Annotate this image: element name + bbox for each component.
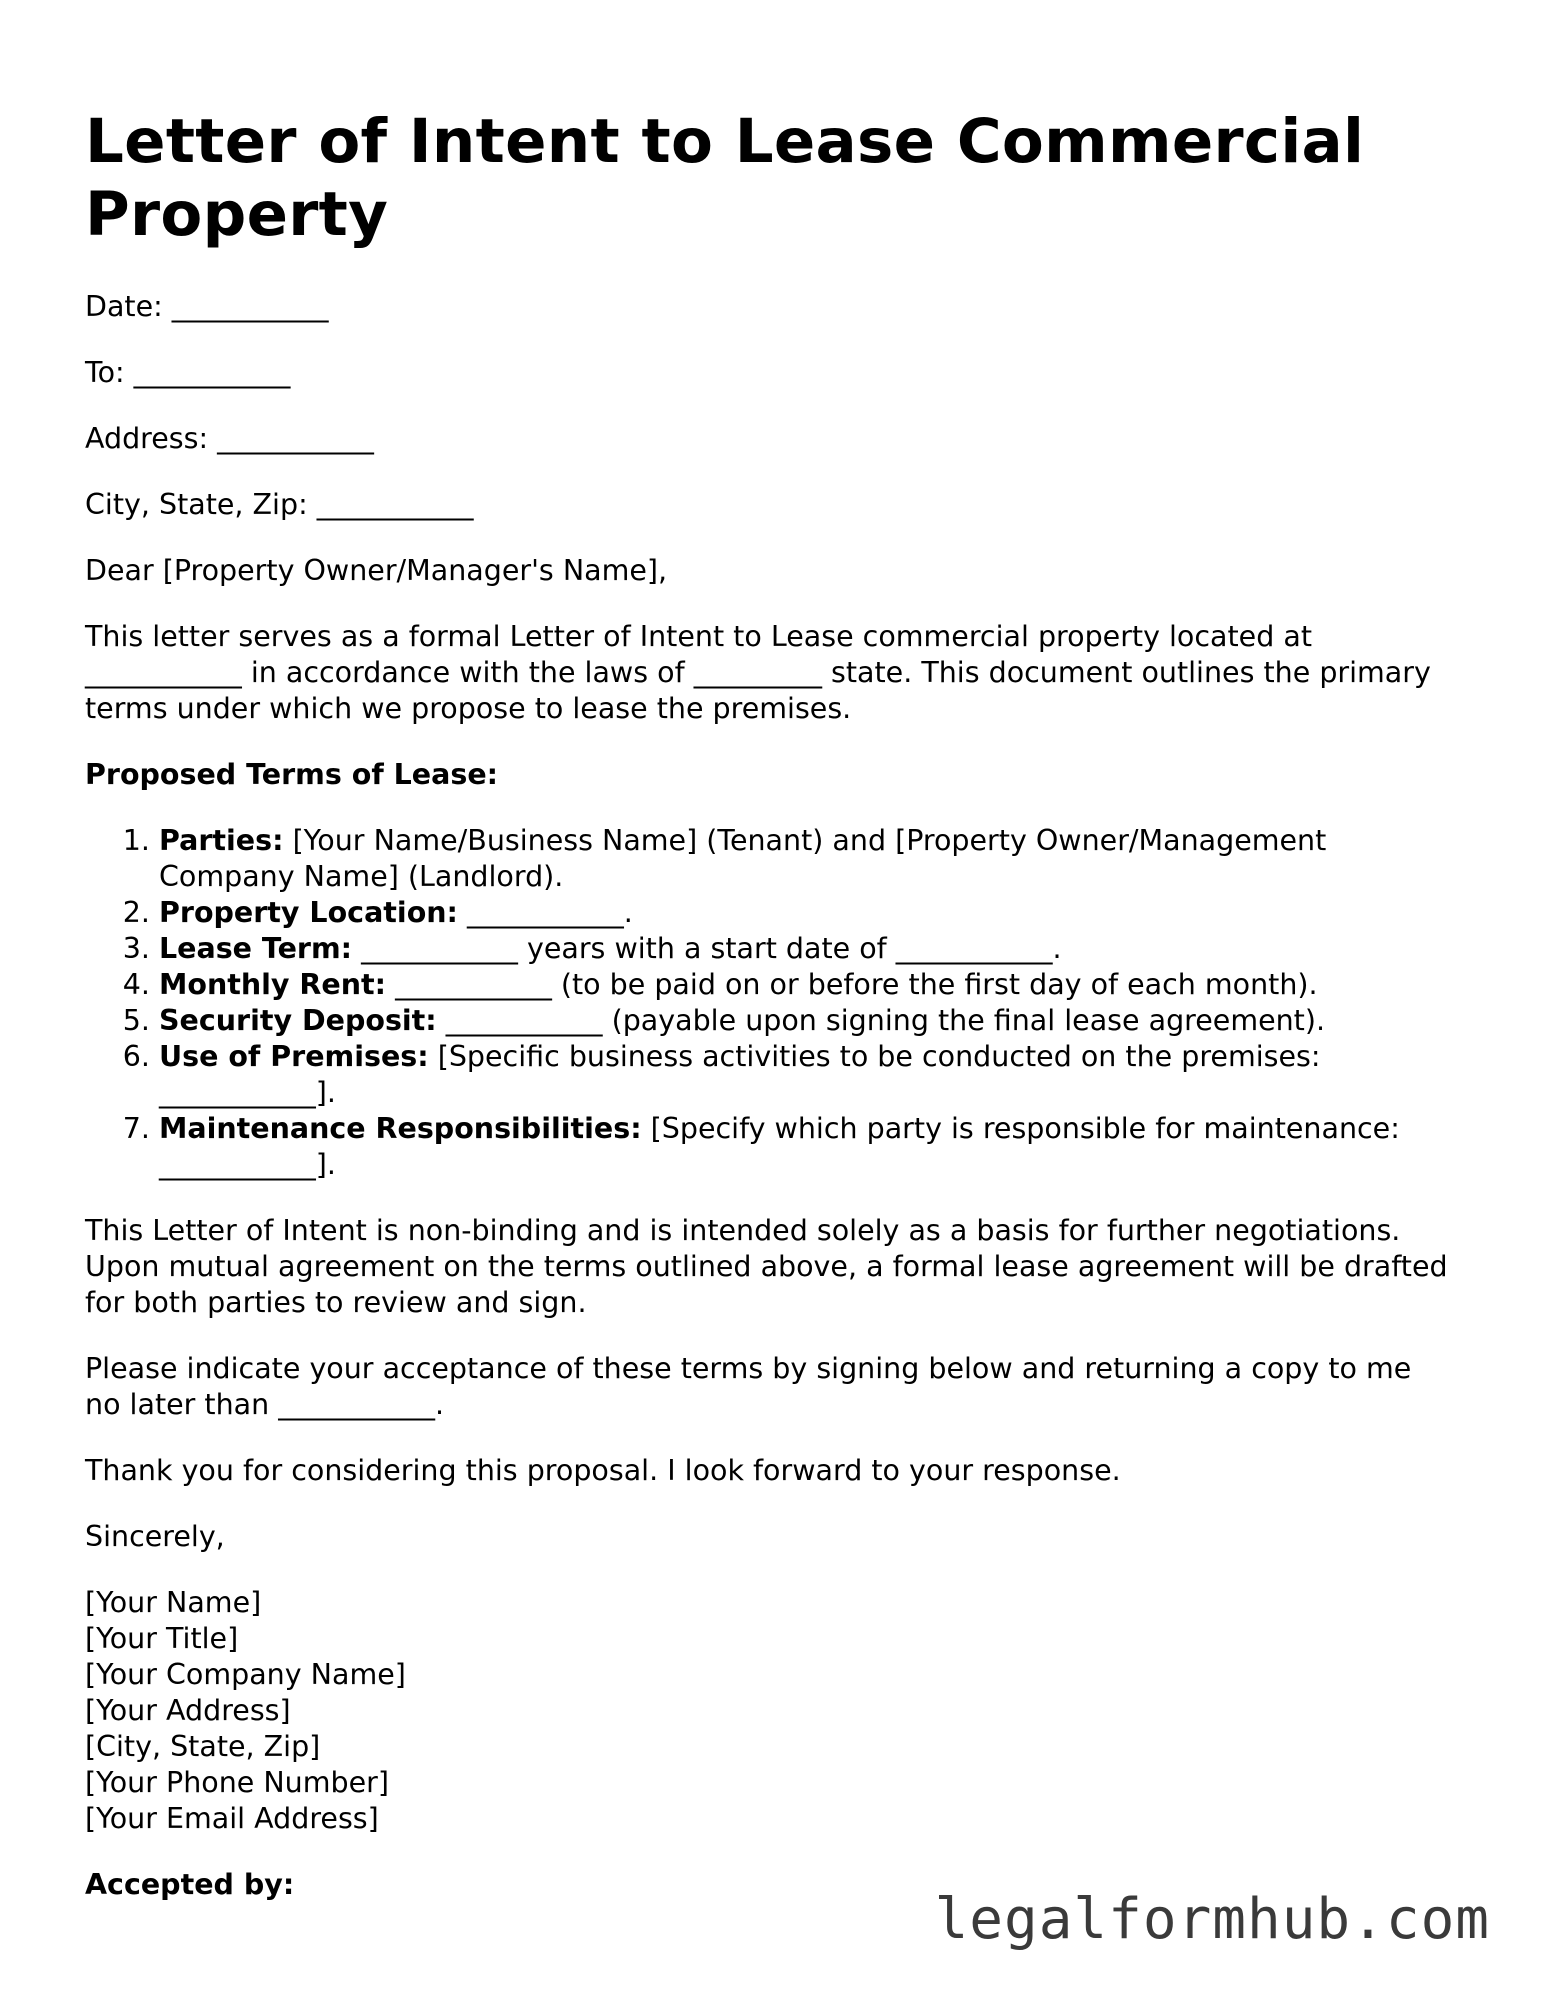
- address-label: Address:: [85, 422, 209, 455]
- term-item-use-of-premises: [159, 1039, 1455, 1111]
- signature-line-phone: [Your Phone Number]: [85, 1766, 389, 1799]
- term-label: Security Deposit:: [159, 1004, 437, 1037]
- signature-block: [85, 1585, 1455, 1837]
- document-title: Letter of Intent to Lease Commercial Property: [85, 106, 1365, 250]
- signature-line-city-state-zip: [City, State, Zip]: [85, 1730, 321, 1763]
- acceptance-paragraph: Please indicate your acceptance of these terms by signing below and returning a copy to me no later than ___________.: [85, 1352, 1412, 1421]
- intro-text-3: state. This document outlines the primary terms under which we propose to lease the premises.: [85, 656, 1431, 725]
- letter-page: [85, 105, 1455, 1933]
- non-binding-paragraph: This Letter of Intent is non-binding and is intended solely as a basis for further negotiations. Upon mutual agreement on the terms outlined above, a formal lease agreement will be drafted for both parties to review and sign.: [85, 1214, 1448, 1319]
- signature-line-company: [Your Company Name]: [85, 1658, 406, 1691]
- term-item-monthly-rent: [159, 967, 1455, 1003]
- intro-text-1: This letter serves as a formal Letter of Intent to Lease commercial property located at: [85, 620, 1313, 653]
- term-item-lease-term: [159, 931, 1455, 967]
- term-item-security-deposit: [159, 1003, 1455, 1039]
- date-field: [85, 289, 1455, 325]
- to-blank: ___________: [133, 356, 291, 389]
- city-state-zip-blank: ___________: [316, 488, 474, 521]
- signature-line-title: [Your Title]: [85, 1622, 239, 1655]
- date-label: Date:: [85, 290, 163, 323]
- intro-state-blank: _________: [693, 656, 822, 689]
- term-text: ___________ (to be paid on or before the first day of each month).: [395, 968, 1318, 1001]
- address-field: [85, 421, 1455, 457]
- accepted-by-heading: Accepted by:: [85, 1868, 295, 1901]
- city-state-zip-label: City, State, Zip:: [85, 488, 308, 521]
- watermark-logo: legalformhub.com: [934, 1887, 1490, 1952]
- term-label: Maintenance Responsibilities:: [159, 1112, 642, 1145]
- signature-line-name: [Your Name]: [85, 1586, 262, 1619]
- address-blank: ___________: [217, 422, 374, 455]
- term-text: ___________ years with a start date of ___________.: [361, 932, 1062, 965]
- terms-heading: Proposed Terms of Lease:: [85, 758, 499, 791]
- term-text: [Specify which party is responsible for maintenance: ___________].: [159, 1112, 1400, 1181]
- date-blank: ___________: [171, 290, 329, 323]
- term-label: Parties:: [159, 824, 284, 857]
- signature-line-address: [Your Address]: [85, 1694, 291, 1727]
- term-text: ___________ (payable upon signing the final lease agreement).: [445, 1004, 1326, 1037]
- salutation: Dear [Property Owner/Manager's Name],: [85, 554, 668, 587]
- term-item-maintenance: [159, 1111, 1455, 1183]
- term-text: [Specific business activities to be conducted on the premises: ___________].: [159, 1040, 1321, 1109]
- signature-line-email: [Your Email Address]: [85, 1802, 379, 1835]
- intro-location-blank: ___________: [85, 656, 242, 689]
- city-state-zip-field: [85, 487, 1455, 523]
- intro-text-2: in accordance with the laws of: [250, 656, 685, 689]
- term-text: [Your Name/Business Name] (Tenant) and [Property Owner/Management Company Name] (Landlord).: [159, 824, 1327, 893]
- term-label: Lease Term:: [159, 932, 353, 965]
- term-text: ___________.: [467, 896, 633, 929]
- term-label: Monthly Rent:: [159, 968, 386, 1001]
- intro-paragraph: [85, 619, 1455, 727]
- term-label: Use of Premises:: [159, 1040, 429, 1073]
- terms-list: [85, 823, 1455, 1183]
- closing: Sincerely,: [85, 1520, 225, 1553]
- to-label: To:: [85, 356, 125, 389]
- thanks-paragraph: Thank you for considering this proposal. I look forward to your response.: [85, 1454, 1121, 1487]
- term-item-parties: [159, 823, 1455, 895]
- term-item-property-location: [159, 895, 1455, 931]
- to-field: [85, 355, 1455, 391]
- term-label: Property Location:: [159, 896, 458, 929]
